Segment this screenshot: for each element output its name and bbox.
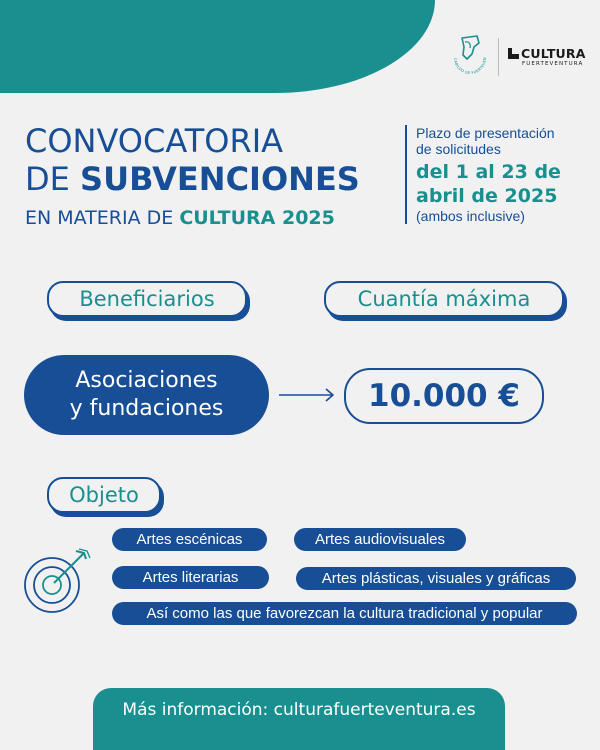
title-line-1: CONVOCATORIA [25, 122, 284, 160]
cabildo-logo-text: CABILDO DE FUERTEVEN [452, 57, 488, 76]
svg-text:CABILDO DE FUERTEVENTURA [450, 32, 487, 75]
arrow-right-icon [278, 385, 336, 405]
cabildo-logo-icon [450, 32, 490, 76]
deadline-dates-1: del 1 al 23 de [416, 161, 561, 183]
title-line-2 [25, 160, 400, 198]
cultura-mark-icon [508, 48, 519, 59]
objeto-item: Artes literarias [112, 566, 269, 589]
cuantia-label: Cuantía máxima [324, 281, 564, 317]
deadline-block [405, 125, 600, 224]
beneficiarios-value-line-2: y fundaciones [69, 396, 224, 421]
deadline-note: (ambos inclusive) [416, 208, 525, 224]
target-icon [18, 545, 98, 617]
cuantia-value: 10.000 € [344, 368, 544, 424]
cultura-logo-sub: FUERTEVENTURA [522, 61, 584, 67]
objeto-label: Objeto [47, 477, 161, 513]
footer-banner [93, 688, 505, 750]
main-title [25, 122, 400, 236]
logo-divider [498, 38, 499, 76]
objeto-item: Artes audiovisuales [294, 528, 466, 551]
footer-info-link[interactable]: Más información: culturafuerteventura.es [122, 700, 476, 720]
beneficiarios-value [24, 355, 269, 435]
title-line-3-prefix: EN MATERIA DE [25, 207, 180, 229]
deadline-label-1: Plazo de presentación [416, 125, 555, 141]
title-line-2-prefix: DE [25, 160, 81, 198]
logos [450, 28, 590, 86]
cultura-logo-word: CULTURA [521, 46, 586, 61]
title-line-3-accent: CULTURA 2025 [179, 207, 335, 229]
corner-decoration [0, 0, 435, 93]
beneficiarios-label: Beneficiarios [47, 281, 247, 317]
objeto-item: Artes plásticas, visuales y gráficas [296, 567, 576, 590]
title-line-3 [25, 200, 400, 236]
title-line-2-bold: SUBVENCIONES [80, 160, 360, 198]
cultura-logo [508, 48, 590, 68]
beneficiarios-value-line-1: Asociaciones [75, 368, 218, 393]
deadline-dates-2: abril de 2025 [416, 185, 558, 207]
objeto-item: Artes escénicas [112, 528, 267, 551]
deadline-label-2: de solicitudes [416, 141, 501, 157]
objeto-item: Así como las que favorezcan la cultura tradicional y popular [112, 602, 577, 625]
